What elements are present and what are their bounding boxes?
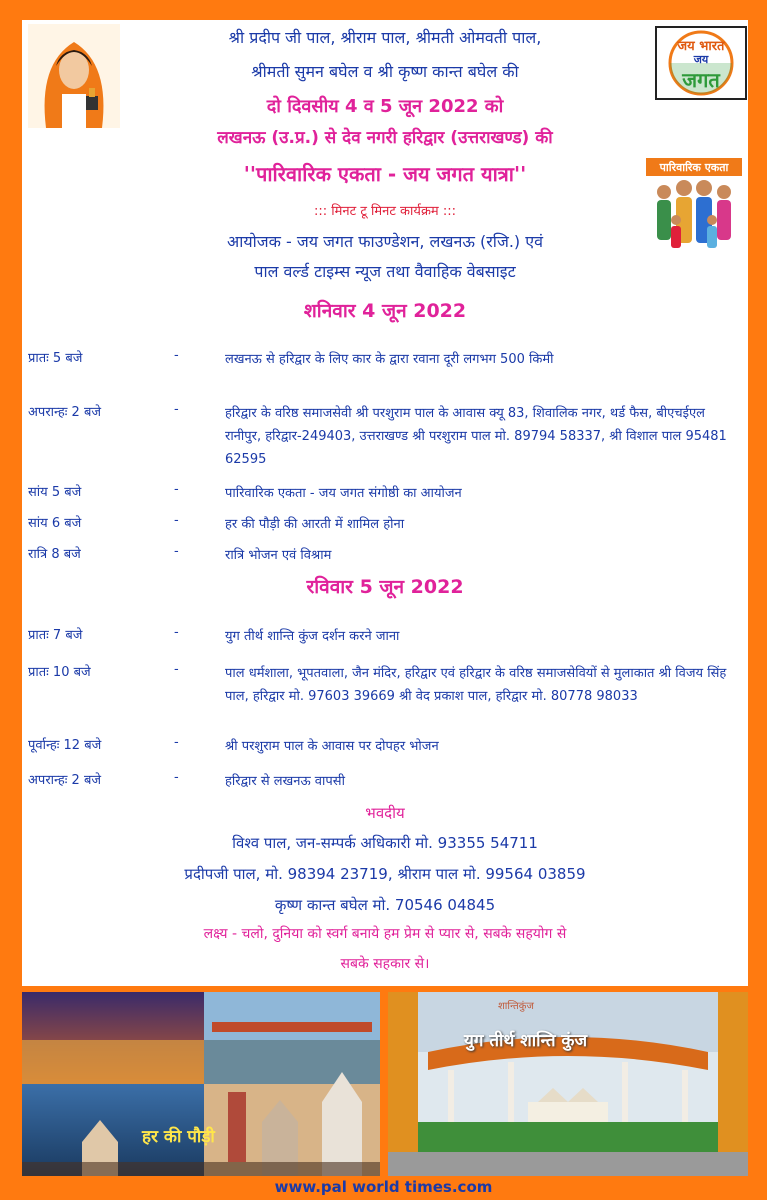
logo-text-line2: जय (693, 53, 709, 66)
schedule-time: अपरान्हः 2 बजे (28, 773, 102, 788)
schedule-dash: - (174, 482, 179, 497)
schedule-text: हरिद्वार से लखनऊ वापसी (225, 774, 345, 789)
salutation: भवदीय (365, 804, 405, 822)
har-ki-pauri-photo (22, 992, 380, 1176)
day2-heading: रविवार 5 जून 2022 (306, 576, 464, 598)
schedule-dash: - (174, 544, 179, 559)
program-subtitle: ::: मिनट टू मिनट कार्यक्रम ::: (314, 204, 456, 219)
family-label: पारिवारिक एकता (659, 161, 729, 174)
schedule-time: अपरान्हः 2 बजे (28, 405, 102, 420)
contact-line-3: कृष्ण कान्त बघेल मो. 70546 04845 (274, 896, 496, 914)
left-photo-caption: हर की पौड़ी (142, 1127, 215, 1147)
schedule-dash: - (174, 735, 179, 750)
schedule-time: रात्रि 8 बजे (28, 547, 81, 562)
schedule-time: सांय 5 बजे (28, 485, 82, 500)
schedule-dash: - (174, 348, 179, 363)
header-route: लखनऊ (उ.प्र.) से देव नगरी हरिद्वार (उत्तराखण्ड) की (217, 128, 553, 148)
schedule-time: सांय 6 बजे (28, 516, 82, 531)
schedule-dash: - (174, 770, 179, 785)
schedule-text: श्री परशुराम पाल के आवास पर दोपहर भोजन (225, 739, 439, 754)
schedule-text: युग तीर्थ शान्ति कुंज दर्शन करने जाना (225, 629, 400, 644)
event-title: ''पारिवारिक एकता - जय जगत यात्रा'' (243, 162, 527, 186)
header-line-2: श्रीमती सुमन बघेल व श्री कृष्ण कान्त बघेल की (251, 62, 519, 81)
schedule-time: पूर्वान्हः 12 बजे (28, 738, 102, 753)
website-url: www.pal world times.com (274, 1178, 493, 1196)
schedule-time: प्रातः 10 बजे (28, 665, 91, 680)
organizer-line-2: पाल वर्ल्ड टाइम्स न्यूज तथा वैवाहिक वेबसाइट (254, 262, 516, 281)
schedule-text: पाल धर्मशाला, भूपतवाला, जैन मंदिर, हरिद्वार एवं हरिद्वार के वरिष्ठ समाजसेवियों से मुलाकात श्री विजय सिंह पाल, हरिद्वार मो. 97603 39669 श्री वेद प्रकाश पाल, हरिद्वार मो. 80778 98033 (225, 666, 727, 704)
motto-line-2: सबके सहकार से। (340, 956, 430, 972)
schedule-dash: - (174, 625, 179, 640)
schedule-text: पारिवारिक एकता - जय जगत संगोष्ठी का आयोजन (225, 486, 462, 501)
organizer-line-1: आयोजक - जय जगत फाउण्डेशन, लखनऊ (रजि.) एवं (227, 232, 543, 251)
shanti-kunj-photo (388, 992, 748, 1176)
schedule-dash: - (174, 662, 179, 677)
right-photo-caption: युग तीर्थ शान्ति कुंज (464, 1031, 588, 1051)
header-line-1: श्री प्रदीप जी पाल, श्रीराम पाल, श्रीमती ओमवती पाल, (228, 28, 542, 47)
schedule-dash: - (174, 402, 179, 417)
contact-line-2: प्रदीपजी पाल, मो. 98394 23719, श्रीराम पाल मो. 99564 03859 (184, 865, 586, 883)
contact-line-1: विश्व पाल, जन-सम्पर्क अधिकारी मो. 93355 54711 (232, 834, 538, 852)
schedule-text: हर की पौड़ी की आरती में शामिल होना (225, 517, 405, 532)
schedule-time: प्रातः 5 बजे (28, 351, 83, 366)
header-dates: दो दिवसीय 4 व 5 जून 2022 को (266, 96, 504, 117)
schedule-dash: - (174, 513, 179, 528)
motto-line-1: लक्ष्य - चलो, दुनिया को स्वर्ग बनाये हम प्रेम से प्यार से, सबके सहयोग से (203, 926, 567, 942)
logo-text-line3: जगत (682, 68, 720, 92)
schedule-text: लखनऊ से हरिद्वार के लिए कार के द्वारा रवाना दूरी लगभग 500 किमी (225, 352, 554, 367)
schedule-time: प्रातः 7 बजे (28, 628, 83, 643)
right-photo-sign: शान्तिकुंज (498, 1001, 534, 1012)
document-panel (22, 20, 748, 986)
logo-text-line1: जय भारत (677, 39, 725, 54)
schedule-text: रात्रि भोजन एवं विश्राम (225, 548, 332, 563)
day1-heading: शनिवार 4 जून 2022 (303, 300, 467, 322)
schedule-text: हरिद्वार के वरिष्ठ समाजसेवी श्री परशुराम पाल के आवास क्यू 83, शिवालिक नगर, थर्ड फैस, बीएचईएल रानीपुर, हरिद्वार-249403, उत्तराखण्ड श्री परशुराम पाल मो. 89794 58337, श्री विशाल पाल 95481 62595 (225, 406, 727, 467)
